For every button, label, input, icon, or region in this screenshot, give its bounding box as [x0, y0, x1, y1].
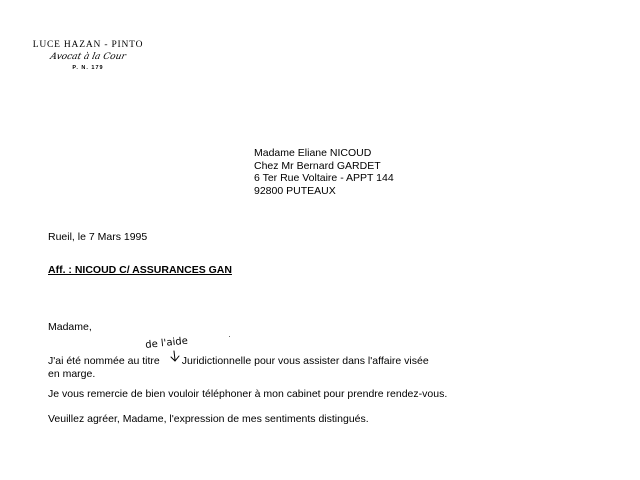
- paragraph-text-before: J'ai été nommée au titre: [48, 355, 160, 367]
- closing-formula: Veuillez agréer, Madame, l'expression de mes sentiments distingués.: [48, 413, 369, 425]
- letterhead-registration: P. N. 179: [72, 65, 104, 71]
- letterhead-name: LUCE HAZAN - PINTO: [32, 40, 144, 50]
- recipient-line: Chez Mr Bernard GARDET: [254, 159, 381, 172]
- paragraph-line: en marge.: [48, 368, 96, 380]
- subject-line: Aff. : NICOUD C/ ASSURANCES GAN: [48, 264, 232, 276]
- scan-speck: [229, 336, 230, 337]
- recipient-line: 92800 PUTEAUX: [254, 184, 336, 197]
- salutation: Madame,: [48, 321, 92, 333]
- place-date: Rueil, le 7 Mars 1995: [48, 231, 148, 243]
- paragraph-request: Je vous remercie de bien vouloir téléphoner à mon cabinet pour prendre rendez-vous.: [48, 388, 448, 400]
- paragraph-line: [48, 355, 429, 368]
- paragraph-appointment: [48, 355, 429, 381]
- recipient-line: Madame Eliane NICOUD: [254, 147, 372, 159]
- letterhead: [28, 40, 148, 71]
- handwritten-annotation: de l'aide: [144, 335, 189, 351]
- recipient-address: [254, 147, 394, 197]
- paragraph-text-after: Juridictionnelle pour vous assister dans l'affaire visée: [181, 355, 429, 367]
- letterhead-title: Avocat à la Cour: [49, 52, 127, 62]
- recipient-line: 6 Ter Rue Voltaire - APPT 144: [254, 172, 394, 184]
